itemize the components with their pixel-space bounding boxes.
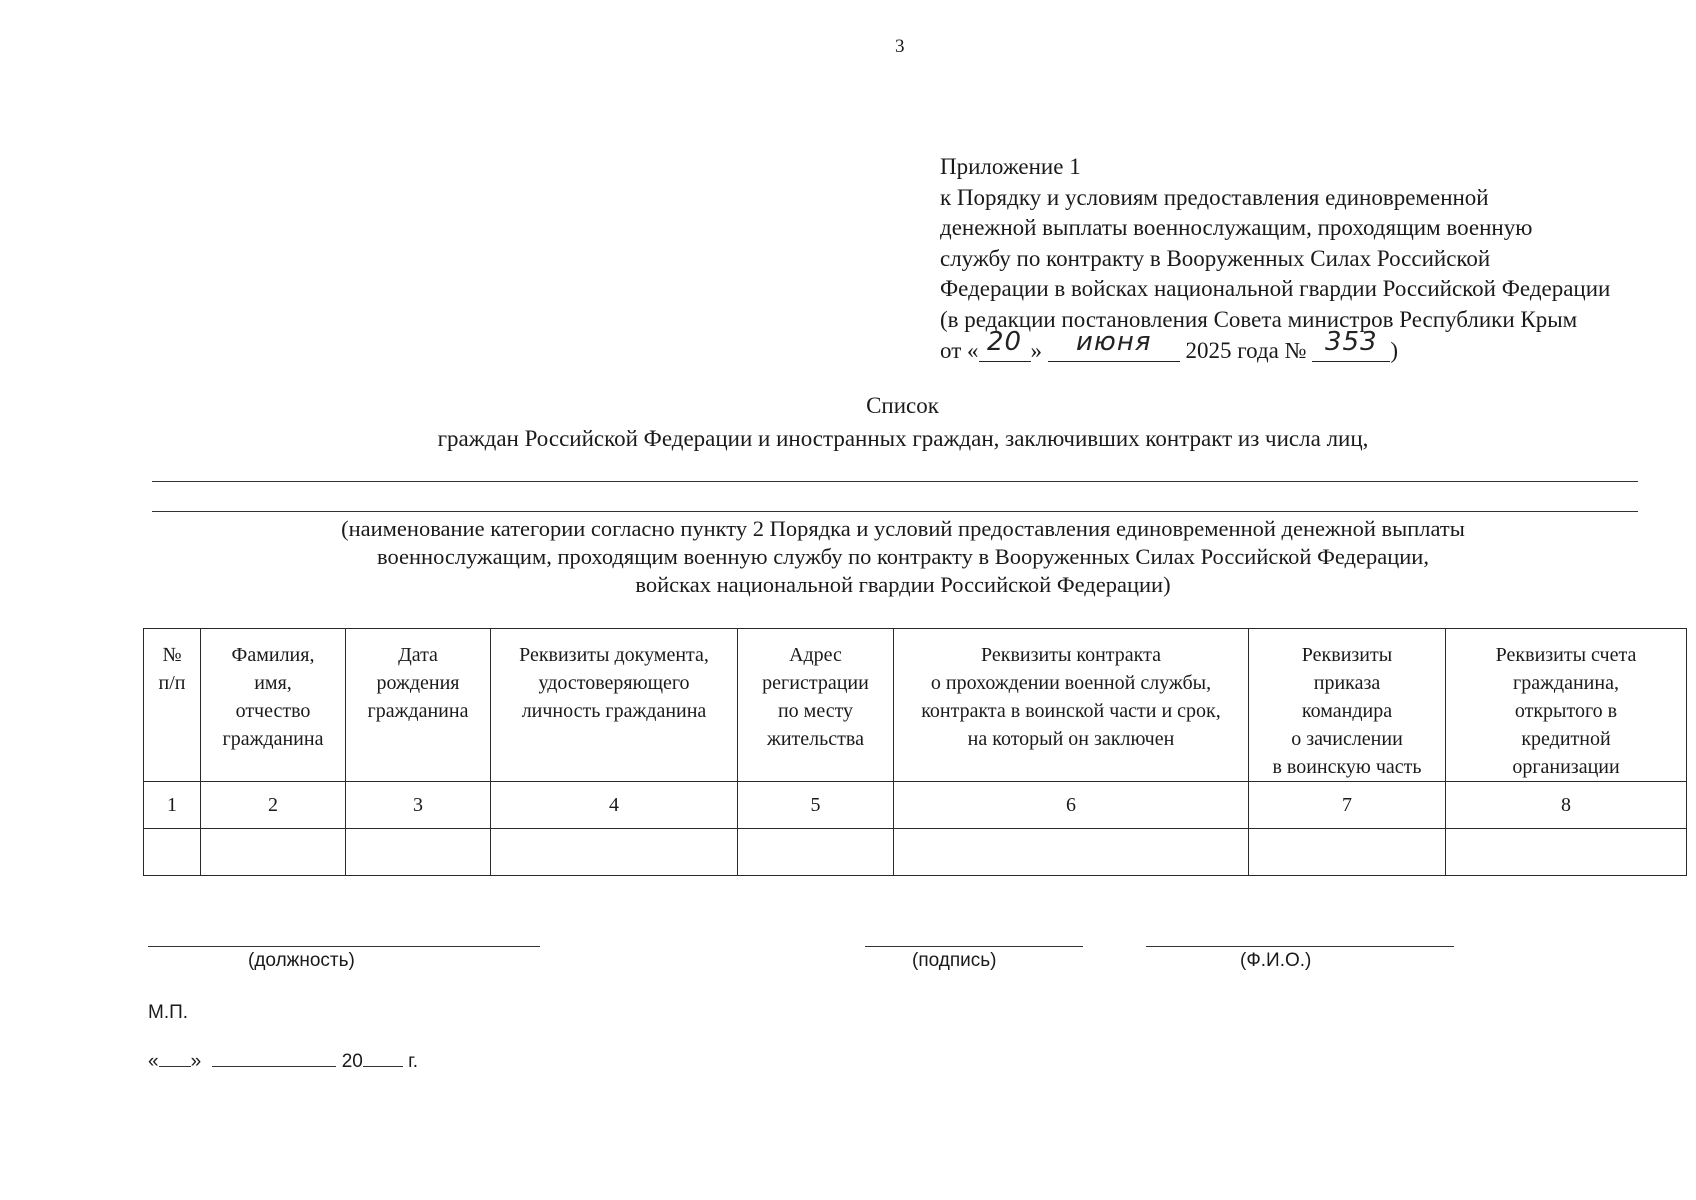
- column-number-cell: 2: [201, 782, 346, 829]
- empty-cell: [1249, 829, 1446, 876]
- column-number-cell: 3: [346, 782, 491, 829]
- list-title: Список: [866, 393, 939, 418]
- appendix-line: Федерации в войсках национальной гвардии Российской Федерации: [940, 276, 1611, 301]
- appendix-line: денежной выплаты военнослужащим, проходящим военную: [940, 215, 1533, 240]
- year-prefix: 20: [341, 1051, 363, 1072]
- list-subtitle: граждан Российской Федерации и иностранных граждан, заключивших контракт из числа лиц,: [437, 426, 1369, 451]
- month-blank: [212, 1050, 336, 1067]
- empty-cell: [346, 829, 491, 876]
- empty-cell: [1446, 829, 1687, 876]
- year-text: 2025 года №: [1185, 338, 1307, 363]
- table-row: [144, 829, 1687, 876]
- handwritten-number: 353: [1324, 327, 1378, 357]
- header-cell-bank-account: Реквизиты счета гражданина, открытого в кредитной организации: [1446, 629, 1687, 782]
- day-close: »: [1030, 338, 1042, 363]
- appendix-line: к Порядку и условиям предоставления единовременной: [940, 184, 1489, 210]
- day-blank: [159, 1050, 191, 1067]
- appendix-line: (в редакции постановления Совета министров Республики Крым: [940, 306, 1578, 332]
- category-note: [150, 515, 1656, 599]
- header-cell-id-document: Реквизиты документа, удостоверяющего личность гражданина: [491, 629, 738, 782]
- name-caption: (Ф.И.О.): [1240, 950, 1312, 971]
- empty-cell: [894, 829, 1249, 876]
- position-signature-line: [148, 946, 540, 947]
- table-header-row: [144, 629, 1687, 782]
- column-number-row: [144, 782, 1687, 829]
- handwritten-day: 20: [986, 327, 1023, 357]
- register-table: [143, 628, 1687, 876]
- date-prefix: от «: [940, 338, 979, 363]
- month-field: [1048, 327, 1180, 362]
- category-fill-line: [152, 511, 1638, 512]
- year-suffix: г.: [408, 1051, 419, 1072]
- category-fill-line: [152, 481, 1638, 482]
- appendix-date-line: [940, 327, 1610, 367]
- column-number-cell: 1: [144, 782, 201, 829]
- header-cell-index: № п/п: [144, 629, 201, 782]
- column-number-cell: 8: [1446, 782, 1687, 829]
- header-cell-address: Адрес регистрации по месту жительства: [738, 629, 894, 782]
- empty-cell: [201, 829, 346, 876]
- header-cell-full-name: Фамилия, имя, отчество гражданина: [201, 629, 346, 782]
- name-signature-line: [1146, 946, 1454, 947]
- page-number: 3: [895, 36, 905, 57]
- handwritten-month: июня: [1076, 327, 1152, 357]
- column-number-cell: 4: [491, 782, 738, 829]
- date-open-quote: «: [148, 1051, 159, 1072]
- category-note-line: (наименование категории согласно пункту 2 Порядка и условий предоставления единовременной денежной выплаты: [341, 516, 1465, 541]
- stamp-label: М.П.: [148, 1002, 189, 1023]
- signing-date-line: [148, 1050, 418, 1073]
- number-field: [1312, 327, 1390, 362]
- appendix-line: Приложение 1: [940, 154, 1081, 179]
- signature-caption: (подпись): [912, 950, 997, 971]
- header-cell-contract: Реквизиты контракта о прохождении военной службы, контракта в воинской части и срок, на который он заключен: [894, 629, 1249, 782]
- year-blank: [363, 1050, 403, 1067]
- header-cell-birth-date: Дата рождения гражданина: [346, 629, 491, 782]
- empty-cell: [491, 829, 738, 876]
- appendix-block: [940, 152, 1610, 367]
- header-cell-order: Реквизиты приказа командира о зачислении в воинскую часть: [1249, 629, 1446, 782]
- appendix-close: ): [1390, 338, 1398, 363]
- empty-cell: [738, 829, 894, 876]
- category-note-line: военнослужащим, проходящим военную службу по контракту в Вооруженных Силах Российской Федерации,: [377, 544, 1429, 569]
- position-caption: (должность): [248, 950, 355, 971]
- appendix-line: службу по контракту в Вооруженных Силах Российской: [940, 245, 1491, 271]
- category-note-line: войсках национальной гвардии Российской Федерации): [635, 572, 1171, 597]
- column-number-cell: 6: [894, 782, 1249, 829]
- column-number-cell: 7: [1249, 782, 1446, 829]
- date-close-quote: »: [190, 1051, 202, 1072]
- empty-cell: [144, 829, 201, 876]
- signature-line: [865, 946, 1083, 947]
- day-field: [979, 327, 1031, 362]
- column-number-cell: 5: [738, 782, 894, 829]
